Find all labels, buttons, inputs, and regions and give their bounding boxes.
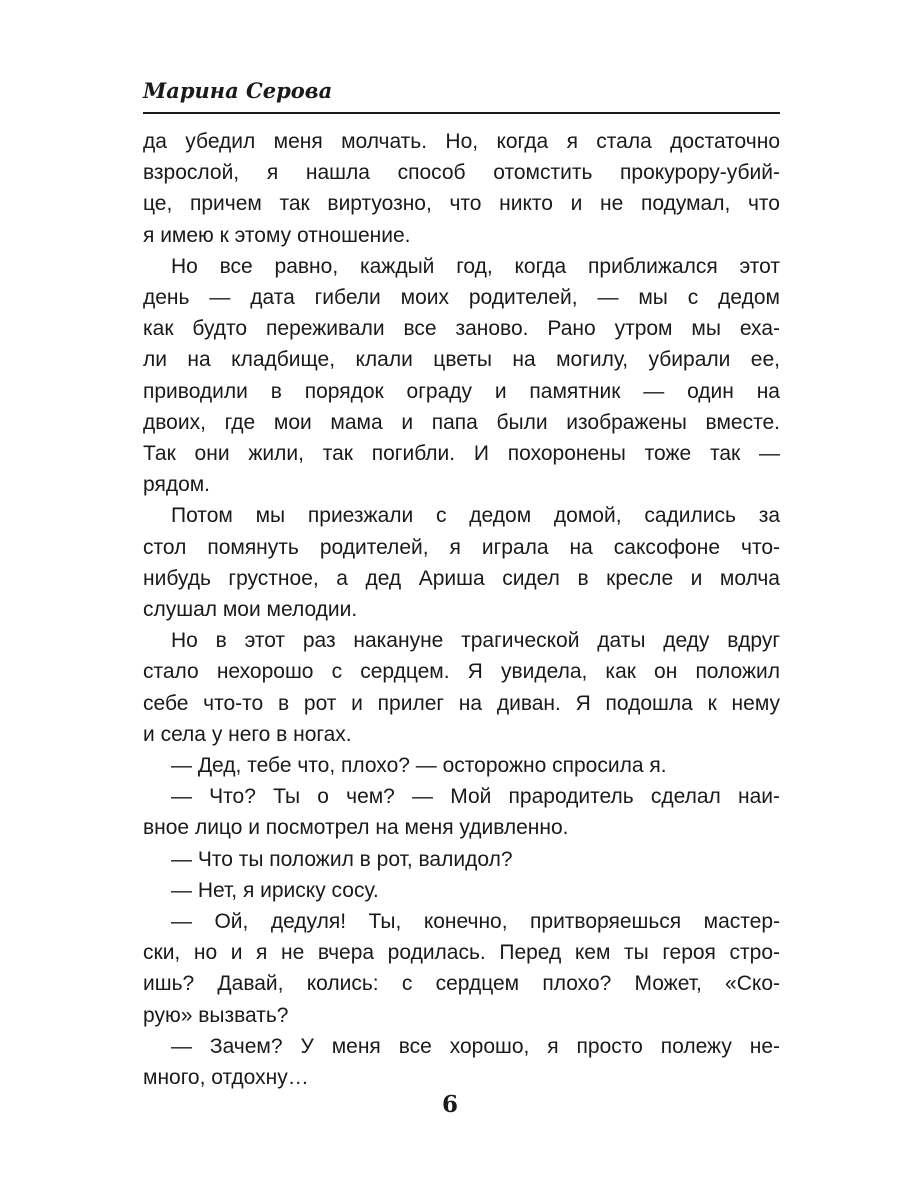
author-name: Марина Серова — [143, 78, 333, 103]
text-line: Так они жили, так погибли. И похоронены тоже так — — [143, 442, 780, 466]
running-header — [143, 76, 780, 114]
text-line: Потом мы приезжали с дедом домой, садились за — [171, 504, 780, 528]
text-line: приводили в порядок ограду и памятник — один на — [143, 379, 780, 403]
text-line: да убедил меня молчать. Но, когда я стала достаточно — [143, 130, 780, 153]
text-line: ли на кладбище, клали цветы на могилу, убирали ее, — [143, 348, 780, 372]
text-line: я имею к этому отношение. — [143, 223, 411, 247]
text-line: слушал мои мелодии. — [143, 598, 358, 622]
text-line: рую» вызвать? — [143, 1003, 289, 1027]
text-line: взрослой, я нашла способ отомстить прокурору-убий- — [143, 161, 780, 185]
text-line: нибудь грустное, а дед Ариша сидел в кресле и молча — [143, 566, 780, 590]
page-number: 6 — [441, 1091, 458, 1118]
text-line: вное лицо и посмотрел на меня удивленно. — [143, 816, 569, 840]
text-line: стало нехорошо с сердцем. Я увидела, как он положил — [143, 660, 780, 684]
text-line: ски, но и я не вчера родилась. Перед кем ты героя стро- — [143, 941, 780, 965]
text-line: — Что ты положил в рот, валидол? — [171, 847, 513, 871]
text-line: как будто переживали все заново. Рано утром мы еха- — [143, 317, 780, 341]
text-line: рядом. — [143, 473, 211, 497]
text-line: двоих, где мои мама и папа были изображены вместе. — [143, 410, 780, 434]
text-line: — Зачем? У меня все хорошо, я просто полежу не- — [171, 1034, 780, 1058]
text-line: ишь? Давай, колись: с сердцем плохо? Может, «Ско- — [143, 972, 780, 996]
text-line: — Ой, дедуля! Ты, конечно, притворяешься мастер- — [171, 910, 780, 934]
body-text — [143, 126, 780, 1093]
text-line: и села у него в ногах. — [143, 722, 352, 746]
text-line: — Дед, тебе что, плохо? — осторожно спросила я. — [171, 754, 667, 778]
text-line: Но все равно, каждый год, когда приближался этот — [171, 254, 780, 278]
text-line: — Нет, я ириску сосу. — [171, 878, 379, 902]
text-line: стол помянуть родителей, я играла на саксофоне что- — [143, 535, 780, 559]
text-line: це, причем так виртуозно, что никто и не подумал, что — [143, 192, 780, 216]
text-line: — Что? Ты о чем? — Мой прародитель сделал наи- — [171, 785, 780, 809]
text-line: Но в этот раз накануне трагической даты деду вдруг — [171, 629, 780, 653]
text-line: день — дата гибели моих родителей, — мы с дедом — [143, 286, 780, 310]
text-line: много, отдохну… — [143, 1066, 309, 1090]
text-line: себе что-то в рот и прилег на диван. Я подошла к нему — [143, 691, 780, 715]
